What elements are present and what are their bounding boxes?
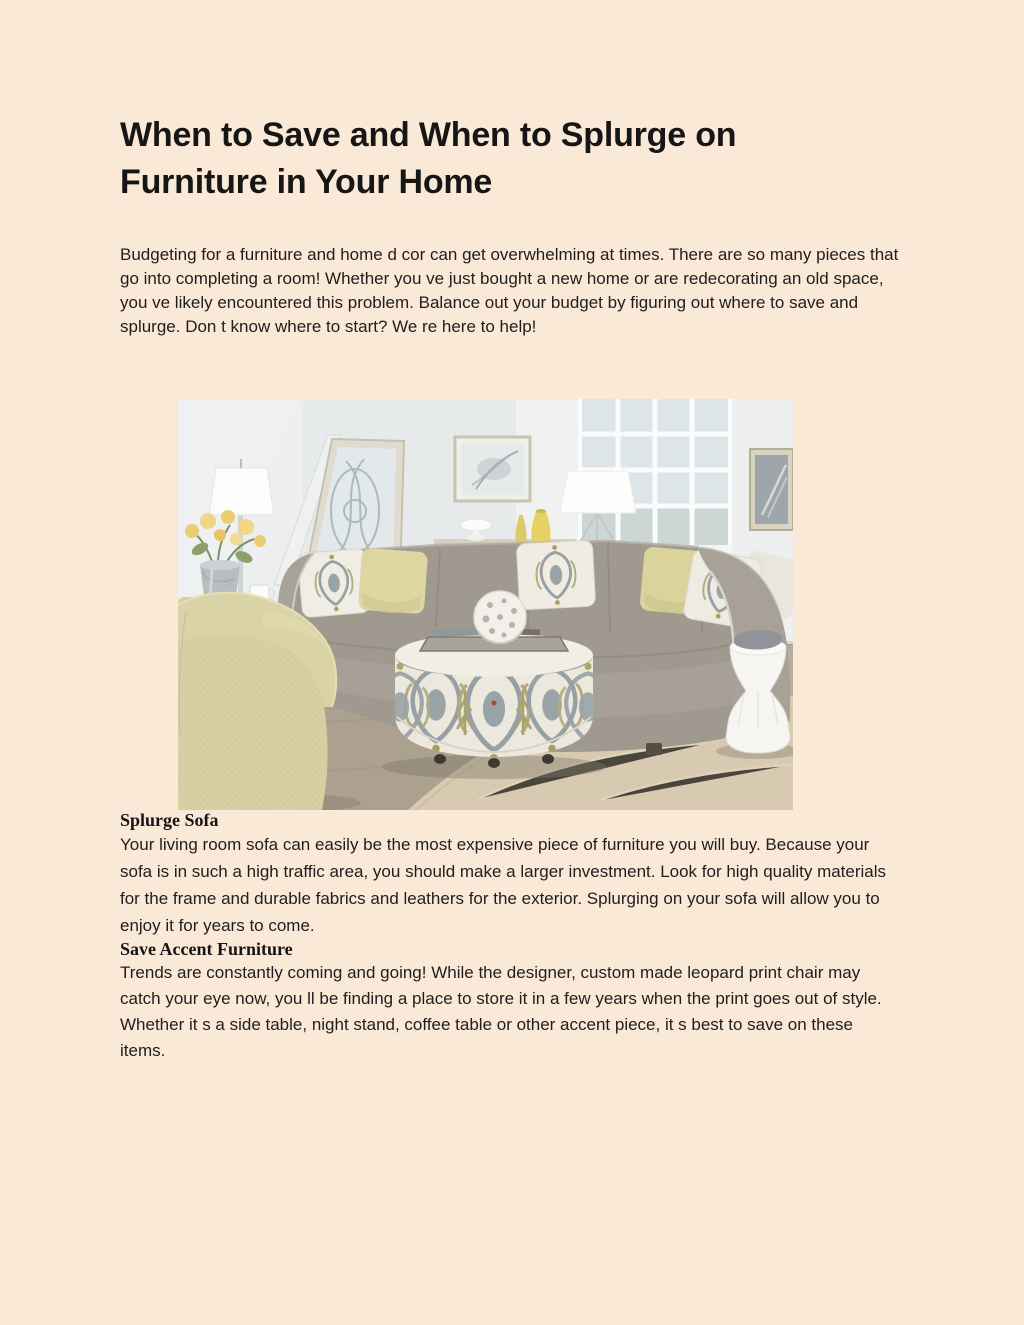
page-title: [120, 112, 902, 206]
living-room-illustration: [178, 399, 793, 810]
living-room-photo: [178, 399, 793, 810]
page-title-line-2: Furniture in Your Home: [120, 163, 493, 201]
photo-coral-bowl: [474, 591, 526, 643]
photo-wall-art-center: [455, 437, 530, 501]
section-heading-save-accent-furniture: Save Accent Furniture: [120, 939, 293, 959]
section-heading-splurge-sofa: Splurge Sofa: [120, 810, 219, 830]
photo-wall-art-right: [750, 449, 793, 530]
page-title-line-1: When to Save and When to Splurge on: [120, 116, 737, 154]
section-body-splurge-sofa: Your living room sofa can easily be the most expensive piece of furniture you will buy. Because your sofa is in such a high traffic area, you should make a larger investment. Look for high quality materials for the frame and durable fabrics and leathers for the exterior. Splurging on your sofa will allow you to enjoy it for years to come.: [120, 835, 887, 935]
section-body-save-accent-furniture: Trends are constantly coming and going! While the designer, custom made leopard print chair may catch your eye now, you ll be finding a place to store it in a few years when the print goes out of style. Whether it s a side table, night stand, coffee table or other accent piece, it s best to save on these items.: [120, 963, 882, 1060]
intro-paragraph: Budgeting for a furniture and home d cor can get overwhelming at times. There are so many pieces that go into completing a room! Whether you ve just bought a new home or are redecorating an old space, you ve likely encountered this problem. Balance out your budget by figuring out where to save and splurge. Don t know where to start? We re here to help!: [120, 245, 899, 336]
